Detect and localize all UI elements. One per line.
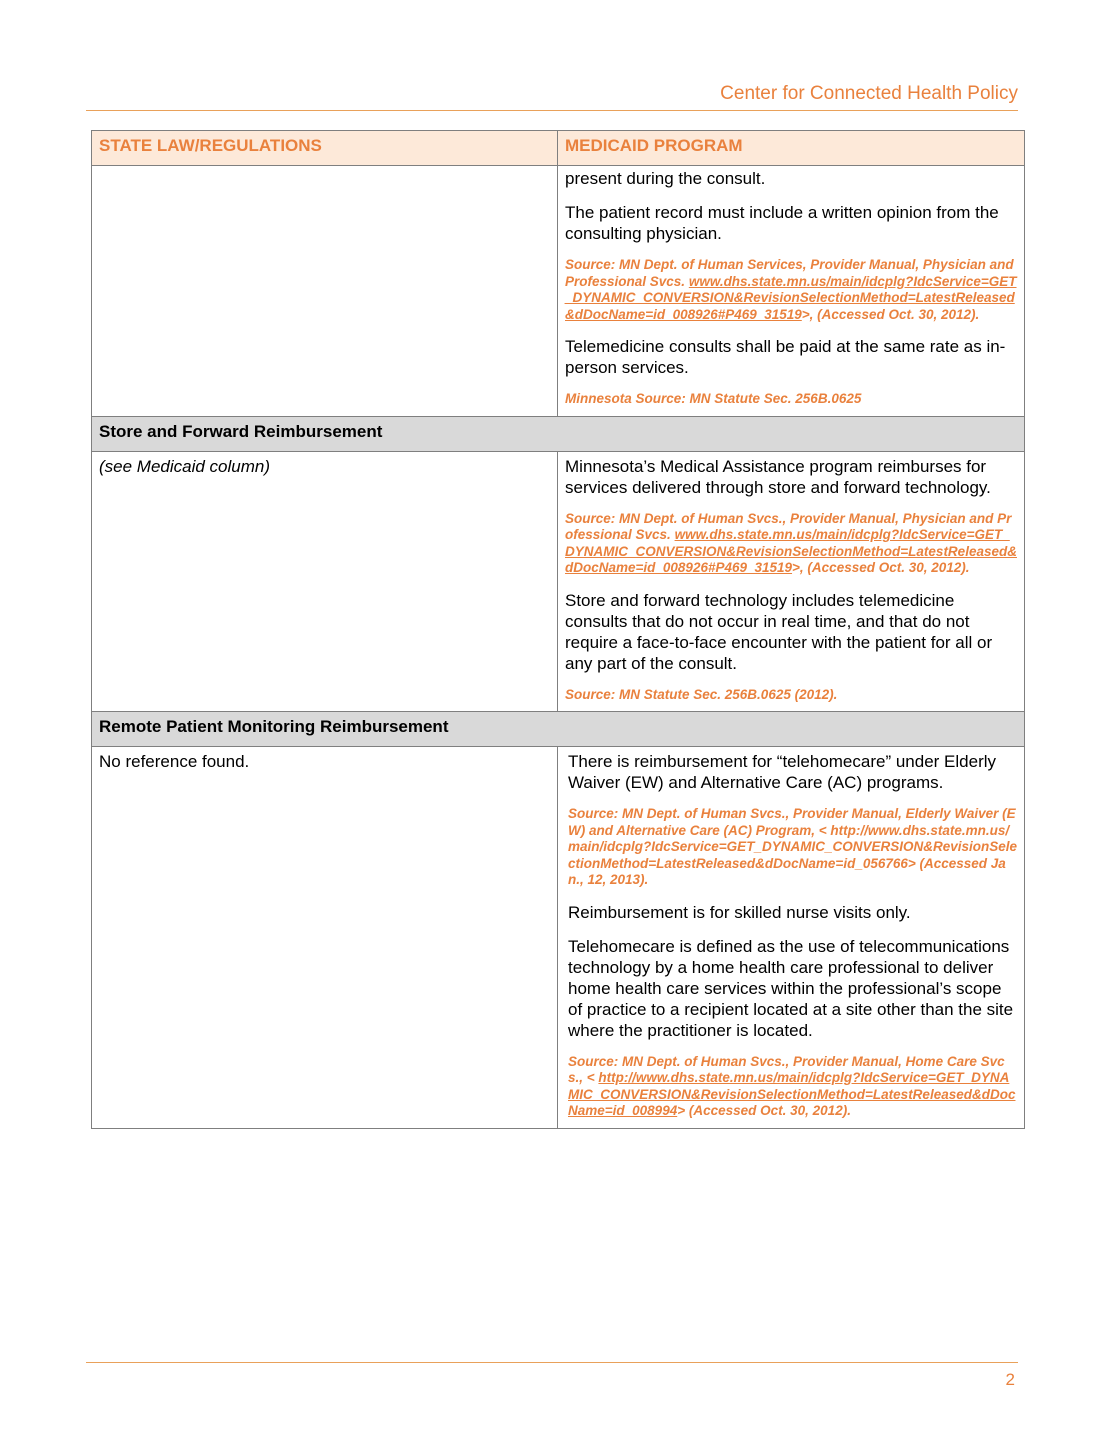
table-row: [92, 747, 1025, 1129]
paragraph: present during the consult.: [565, 169, 766, 188]
source-citation: [568, 1054, 1017, 1120]
source-text: Source: MN Dept. of Human Services, Provider Manual, Physician and Professional Svcs.: [565, 257, 1014, 289]
table-row: [92, 451, 1025, 712]
page-number: 2: [1005, 1370, 1015, 1389]
source-citation: Source: MN Dept. of Human Svcs., Provider Manual, Elderly Waiver (EW) and Alternative Care (AC) Program, < http://www.dhs.state.mn.us/main/idcplg?IdcService=GET_DYNAMIC_CONVERSION&RevisionSelectionMethod=LatestReleased&dDocName=id_056766> (Accessed Jan., 12, 2013).: [568, 806, 1018, 887]
source-text: >, (Accessed Oct. 30, 2012).: [792, 560, 970, 575]
table-header-row: [92, 131, 1025, 166]
table-row: [92, 166, 1025, 417]
source-text: Source: MN Dept. of Human Svcs., Provider Manual, Home Care Svcs., <: [568, 1053, 1005, 1085]
paragraph: Store and forward technology includes telemedicine consults that do not occur in real time, and that do not require a face-to-face encounter with the patient for all or any part of the consult.: [565, 590, 993, 673]
paragraph: Telemedicine consults shall be paid at the same rate as in-person services.: [565, 337, 1006, 377]
policy-table: [91, 130, 1025, 1129]
source-text: > (Accessed Oct. 30, 2012).: [677, 1103, 851, 1118]
section-heading-store-forward: Store and Forward Reimbursement: [92, 416, 1025, 451]
header-title: Center for Connected Health Policy: [720, 83, 1018, 104]
source-citation: Source: MN Statute Sec. 256B.0625 (2012).: [565, 686, 838, 702]
source-link[interactable]: www.dhs.state.mn.us/main/idcplg?IdcService=GET_DYNAMIC_CONVERSION&RevisionSelectionMethod=LatestReleased&dDocName=id_008926#P469_31519: [565, 273, 1017, 322]
medicaid-cell: [558, 166, 1025, 417]
paragraph: Telehomecare is defined as the use of telecommunications technology by a home health care professional to deliver home health care services within the professional’s scope of practice to a recipient located at a site other than the site where the practitioner is located.: [568, 936, 1014, 1040]
header-divider: [86, 110, 1018, 111]
state-cell: No reference found.: [92, 747, 558, 1129]
source-citation: [565, 257, 1017, 323]
paragraph: The patient record must include a written opinion from the consulting physician.: [565, 203, 999, 243]
medicaid-cell: [558, 451, 1025, 712]
paragraph: There is reimbursement for “telehomecare” under Elderly Waiver (EW) and Alternative Care (AC) programs.: [568, 752, 997, 792]
source-text: >, (Accessed Oct. 30, 2012).: [801, 306, 980, 322]
medicaid-cell: [558, 747, 1025, 1129]
source-link[interactable]: www.dhs.state.mn.us/main/idcplg?IdcService=GET_DYNAMIC_CONVERSION&RevisionSelectionMethod=LatestReleased&dDocName=id_008926#P469_31519: [565, 527, 1017, 575]
footer-divider: [86, 1362, 1018, 1363]
paragraph: Minnesota’s Medical Assistance program reimburses for services delivered through store and forward technology.: [565, 456, 991, 497]
state-cell: [92, 166, 558, 417]
state-cell: (see Medicaid column): [92, 451, 558, 712]
section-row: [92, 712, 1025, 747]
source-citation: [565, 511, 1017, 577]
source-text: Source: MN Dept. of Human Svcs., Provider Manual, Physician and Professional Svcs.: [565, 510, 1012, 542]
source-citation: Minnesota Source: MN Statute Sec. 256B.0625: [565, 391, 862, 406]
column-header-medicaid: MEDICAID PROGRAM: [558, 131, 1025, 166]
section-row: [92, 416, 1025, 451]
section-heading-remote-monitoring: Remote Patient Monitoring Reimbursement: [92, 712, 1025, 747]
column-header-state-law: STATE LAW/REGULATIONS: [92, 131, 558, 166]
paragraph: Reimbursement is for skilled nurse visits only.: [568, 902, 911, 922]
source-link[interactable]: http://www.dhs.state.mn.us/main/idcplg?IdcService=GET_DYNAMIC_CONVERSION&RevisionSelectionMethod=LatestReleased&dDocName=id_008994: [568, 1070, 1016, 1118]
